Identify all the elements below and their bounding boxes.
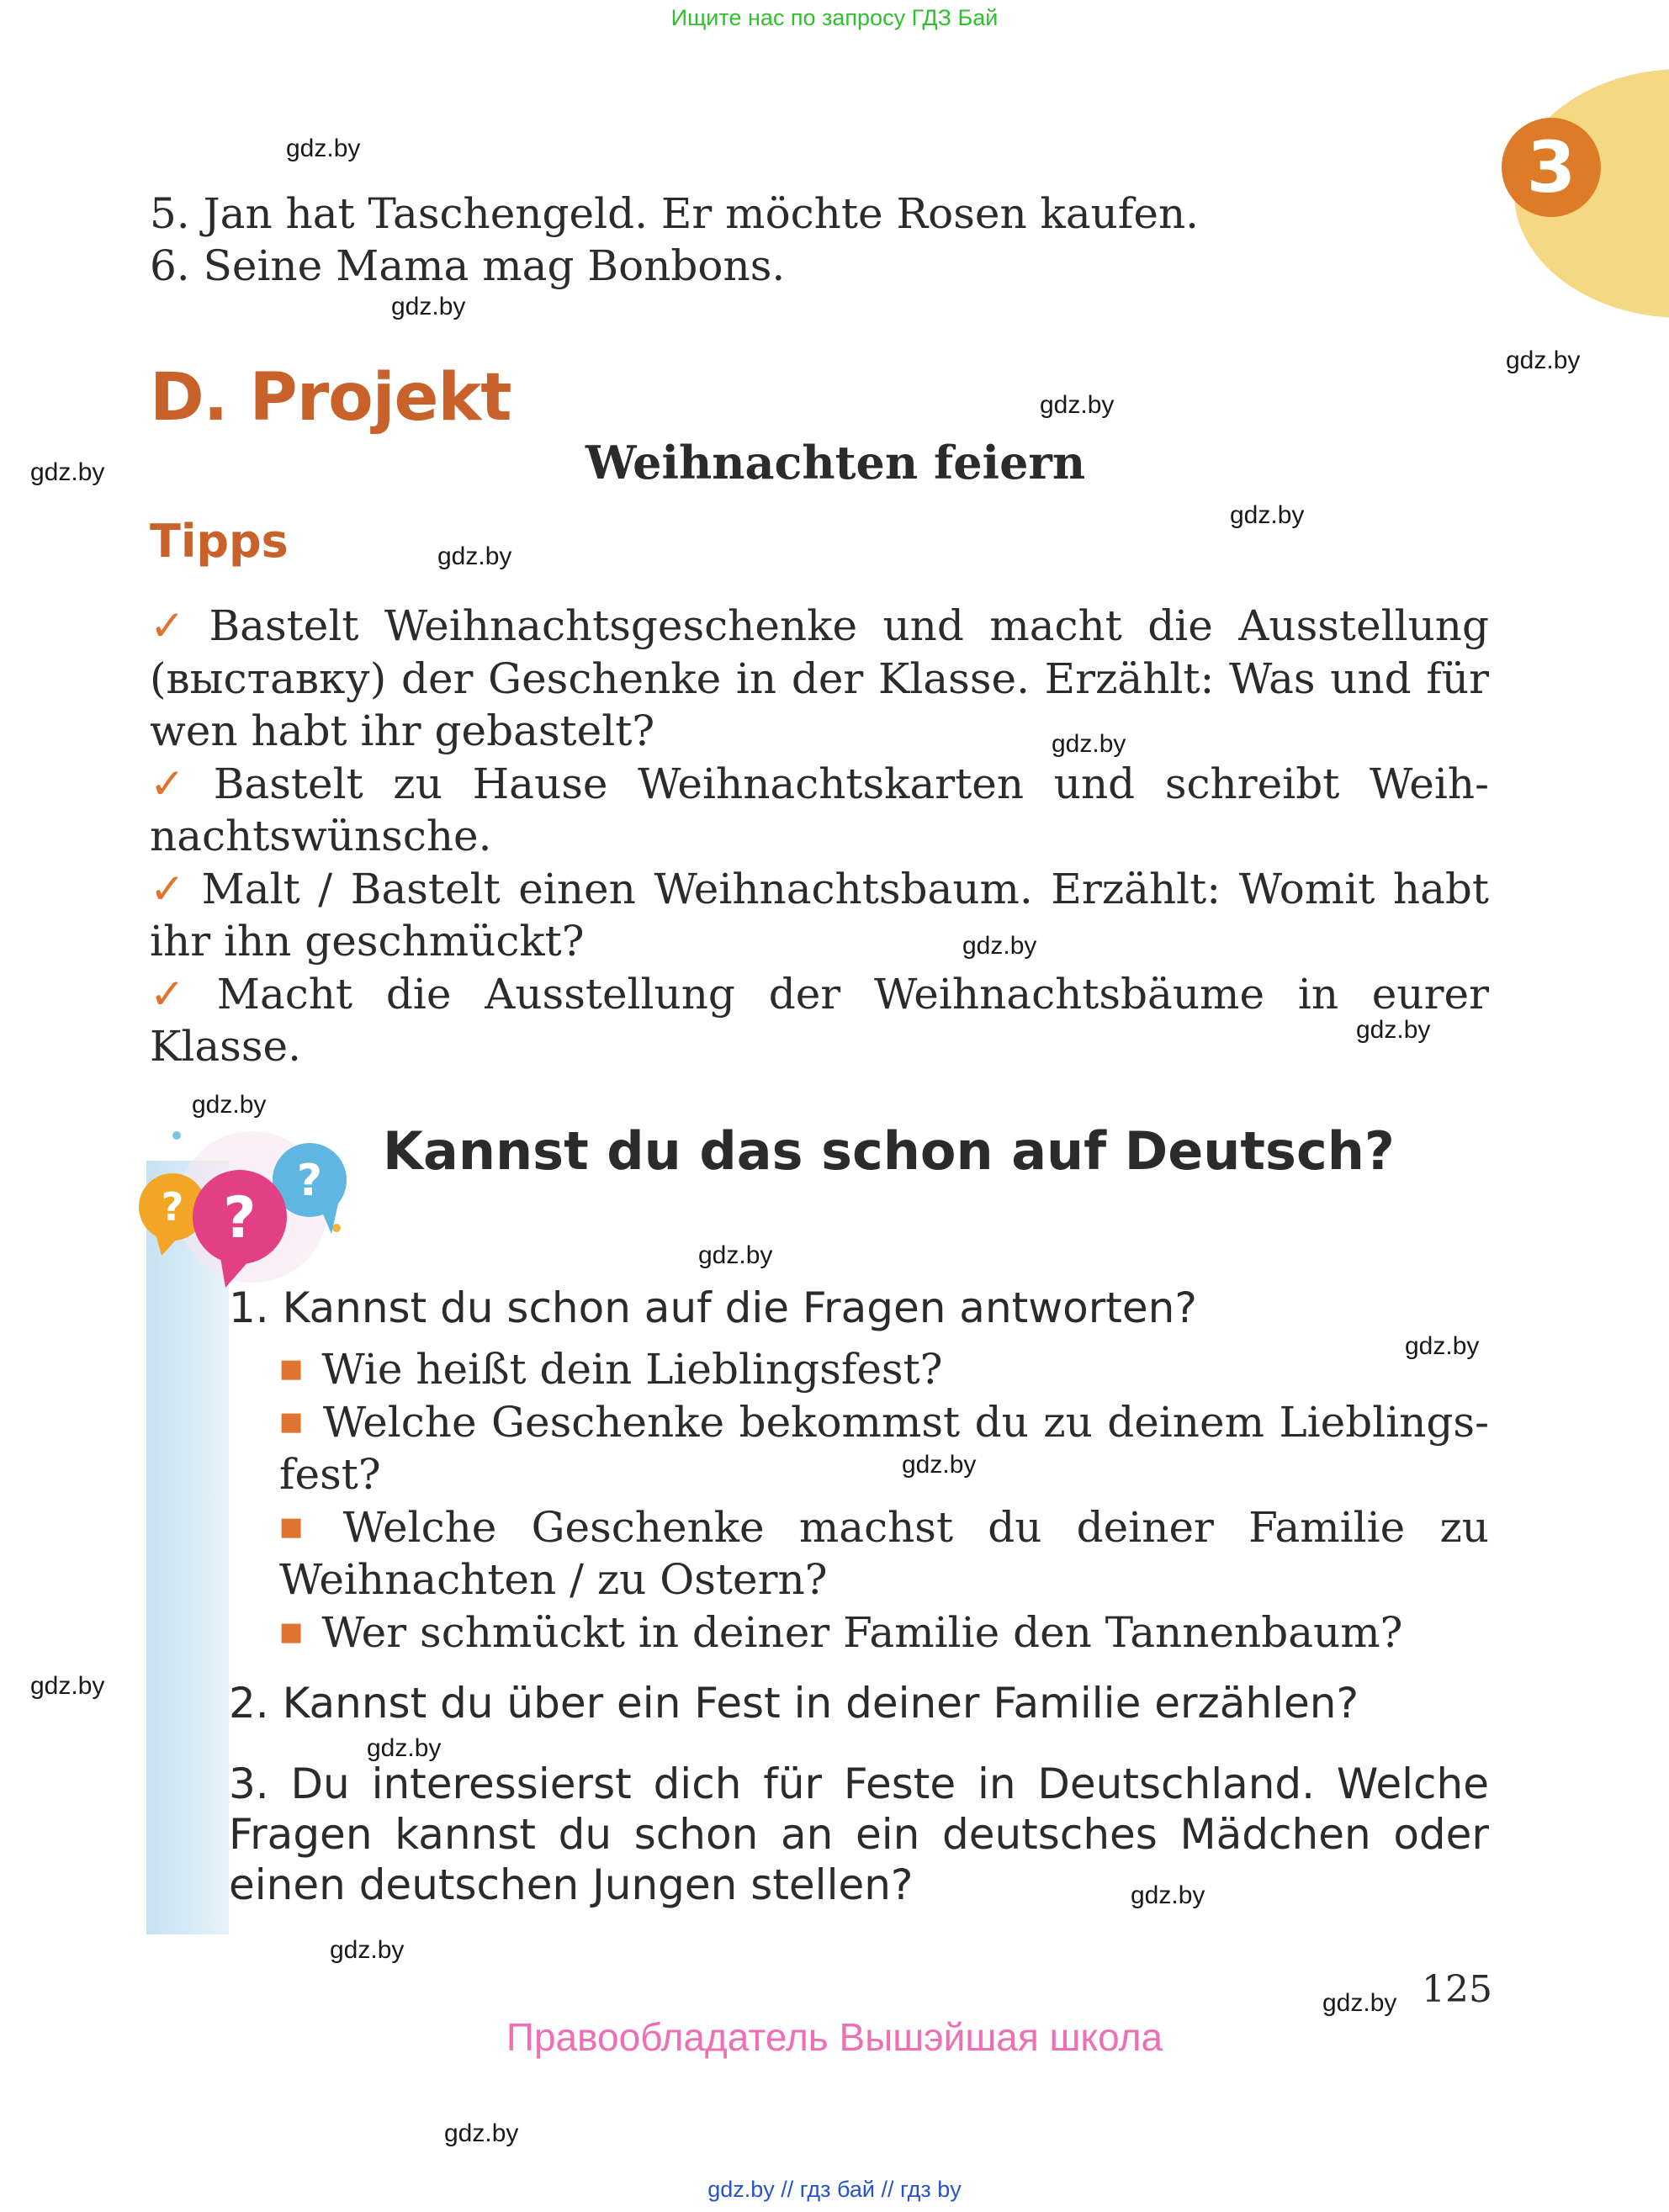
subquestion-item: ■ Welche Geschenke bekommst du zu deinem Lieblingsfest? (279, 1397, 1489, 1499)
watermark: gdz.by (1356, 1016, 1431, 1044)
watermark: gdz.by (902, 1451, 977, 1479)
checkmark-icon: ✓ (150, 969, 205, 1019)
section-title: D. Projekt (150, 360, 511, 436)
square-bullet-icon: ■ (279, 1511, 325, 1542)
watermark: gdz.by (367, 1734, 442, 1762)
watermark: gdz.by (698, 1241, 773, 1269)
footer-links[interactable]: gdz.by // гдз бай // гдз by (707, 2177, 962, 2202)
review-question-1: 1. Kannst du schon auf die Fragen antworten? (229, 1283, 1197, 1332)
watermark: gdz.by (286, 135, 361, 162)
watermark: gdz.by (1506, 347, 1581, 374)
tipps-title: Tipps (150, 515, 289, 568)
watermark: gdz.by (444, 2119, 519, 2147)
page-number: 125 (1422, 1968, 1492, 2011)
tips-list (150, 600, 1489, 1073)
tip-item: ✓ Bastelt Weihnachtsgeschenke und macht die Ausstellung (выставку) der Geschenke in der Klasse. Erzählt: Was und für wen habt ihr gebastelt? (150, 601, 1489, 755)
list-item-6: 6. Seine Mama mag Bonbons. (150, 241, 786, 290)
watermark: gdz.by (1052, 730, 1126, 758)
chapter-badge: 3 (1502, 118, 1601, 217)
review-subquestions (279, 1343, 1489, 1659)
list-item-5: 5. Jan hat Taschengeld. Er möchte Rosen kaufen. (150, 189, 1200, 238)
question-bubbles-icon (126, 1123, 370, 1291)
watermark: gdz.by (30, 1672, 105, 1700)
tip-item: ✓ Bastelt zu Hause Weihnachtskarten und schreibt Weihnachtswünsche. (150, 759, 1489, 860)
watermark: gdz.by (1230, 501, 1305, 529)
watermark: gdz.by (391, 293, 466, 320)
watermark: gdz.by (1131, 1881, 1205, 1909)
svg-text:?: ? (223, 1185, 257, 1252)
review-question-2: 2. Kannst du über ein Fest in deiner Familie erzählen? (229, 1679, 1359, 1728)
copyright-owner: Правообладатель Вышэйшая школа (506, 2015, 1163, 2059)
top-banner[interactable]: Ищите нас по запросу ГДЗ Бай (670, 5, 999, 30)
review-title: Kannst du das schon auf Deutsch? (383, 1120, 1395, 1182)
svg-text:?: ? (161, 1184, 184, 1230)
square-bullet-icon: ■ (279, 1406, 305, 1437)
svg-text:?: ? (296, 1156, 323, 1206)
watermark: gdz.by (30, 458, 105, 486)
subquestion-item: ■ Welche Geschenke machst du deiner Familie zu Weihnachten / zu Ostern? (279, 1502, 1489, 1604)
review-question-3: 3. Du interessierst dich für Feste in Deutschland. Welche Fragen kannst du schon an ein deutsches Mädchen oder einen deutschen Jungen stellen? (229, 1760, 1489, 1909)
tip-item: ✓ Macht die Ausstellung der Weihnachtsbäume in eurer Klasse. (150, 969, 1489, 1071)
watermark: gdz.by (330, 1936, 405, 1964)
watermark: gdz.by (962, 932, 1037, 960)
watermark: gdz.by (1322, 1989, 1397, 2017)
square-bullet-icon: ■ (279, 1617, 304, 1647)
subquestion-item: ■ Wer schmückt in deiner Familie den Tannenbaum? (279, 1607, 1403, 1657)
watermark: gdz.by (437, 542, 512, 570)
checkmark-icon: ✓ (150, 759, 202, 808)
project-title: Weihnachten feiern (585, 436, 1086, 489)
watermark: gdz.by (1405, 1332, 1480, 1360)
square-bullet-icon: ■ (279, 1354, 304, 1384)
tip-item: ✓ Malt / Bastelt einen Weihnachtsbaum. Erzählt: Womit habt ihr ihn geschmückt? (150, 864, 1489, 966)
checkmark-icon: ✓ (150, 601, 198, 650)
watermark: gdz.by (1040, 391, 1115, 419)
subquestion-item: ■ Wie heißt dein Lieblingsfest? (279, 1345, 943, 1394)
watermark: gdz.by (192, 1091, 267, 1119)
checkmark-icon: ✓ (150, 864, 190, 913)
